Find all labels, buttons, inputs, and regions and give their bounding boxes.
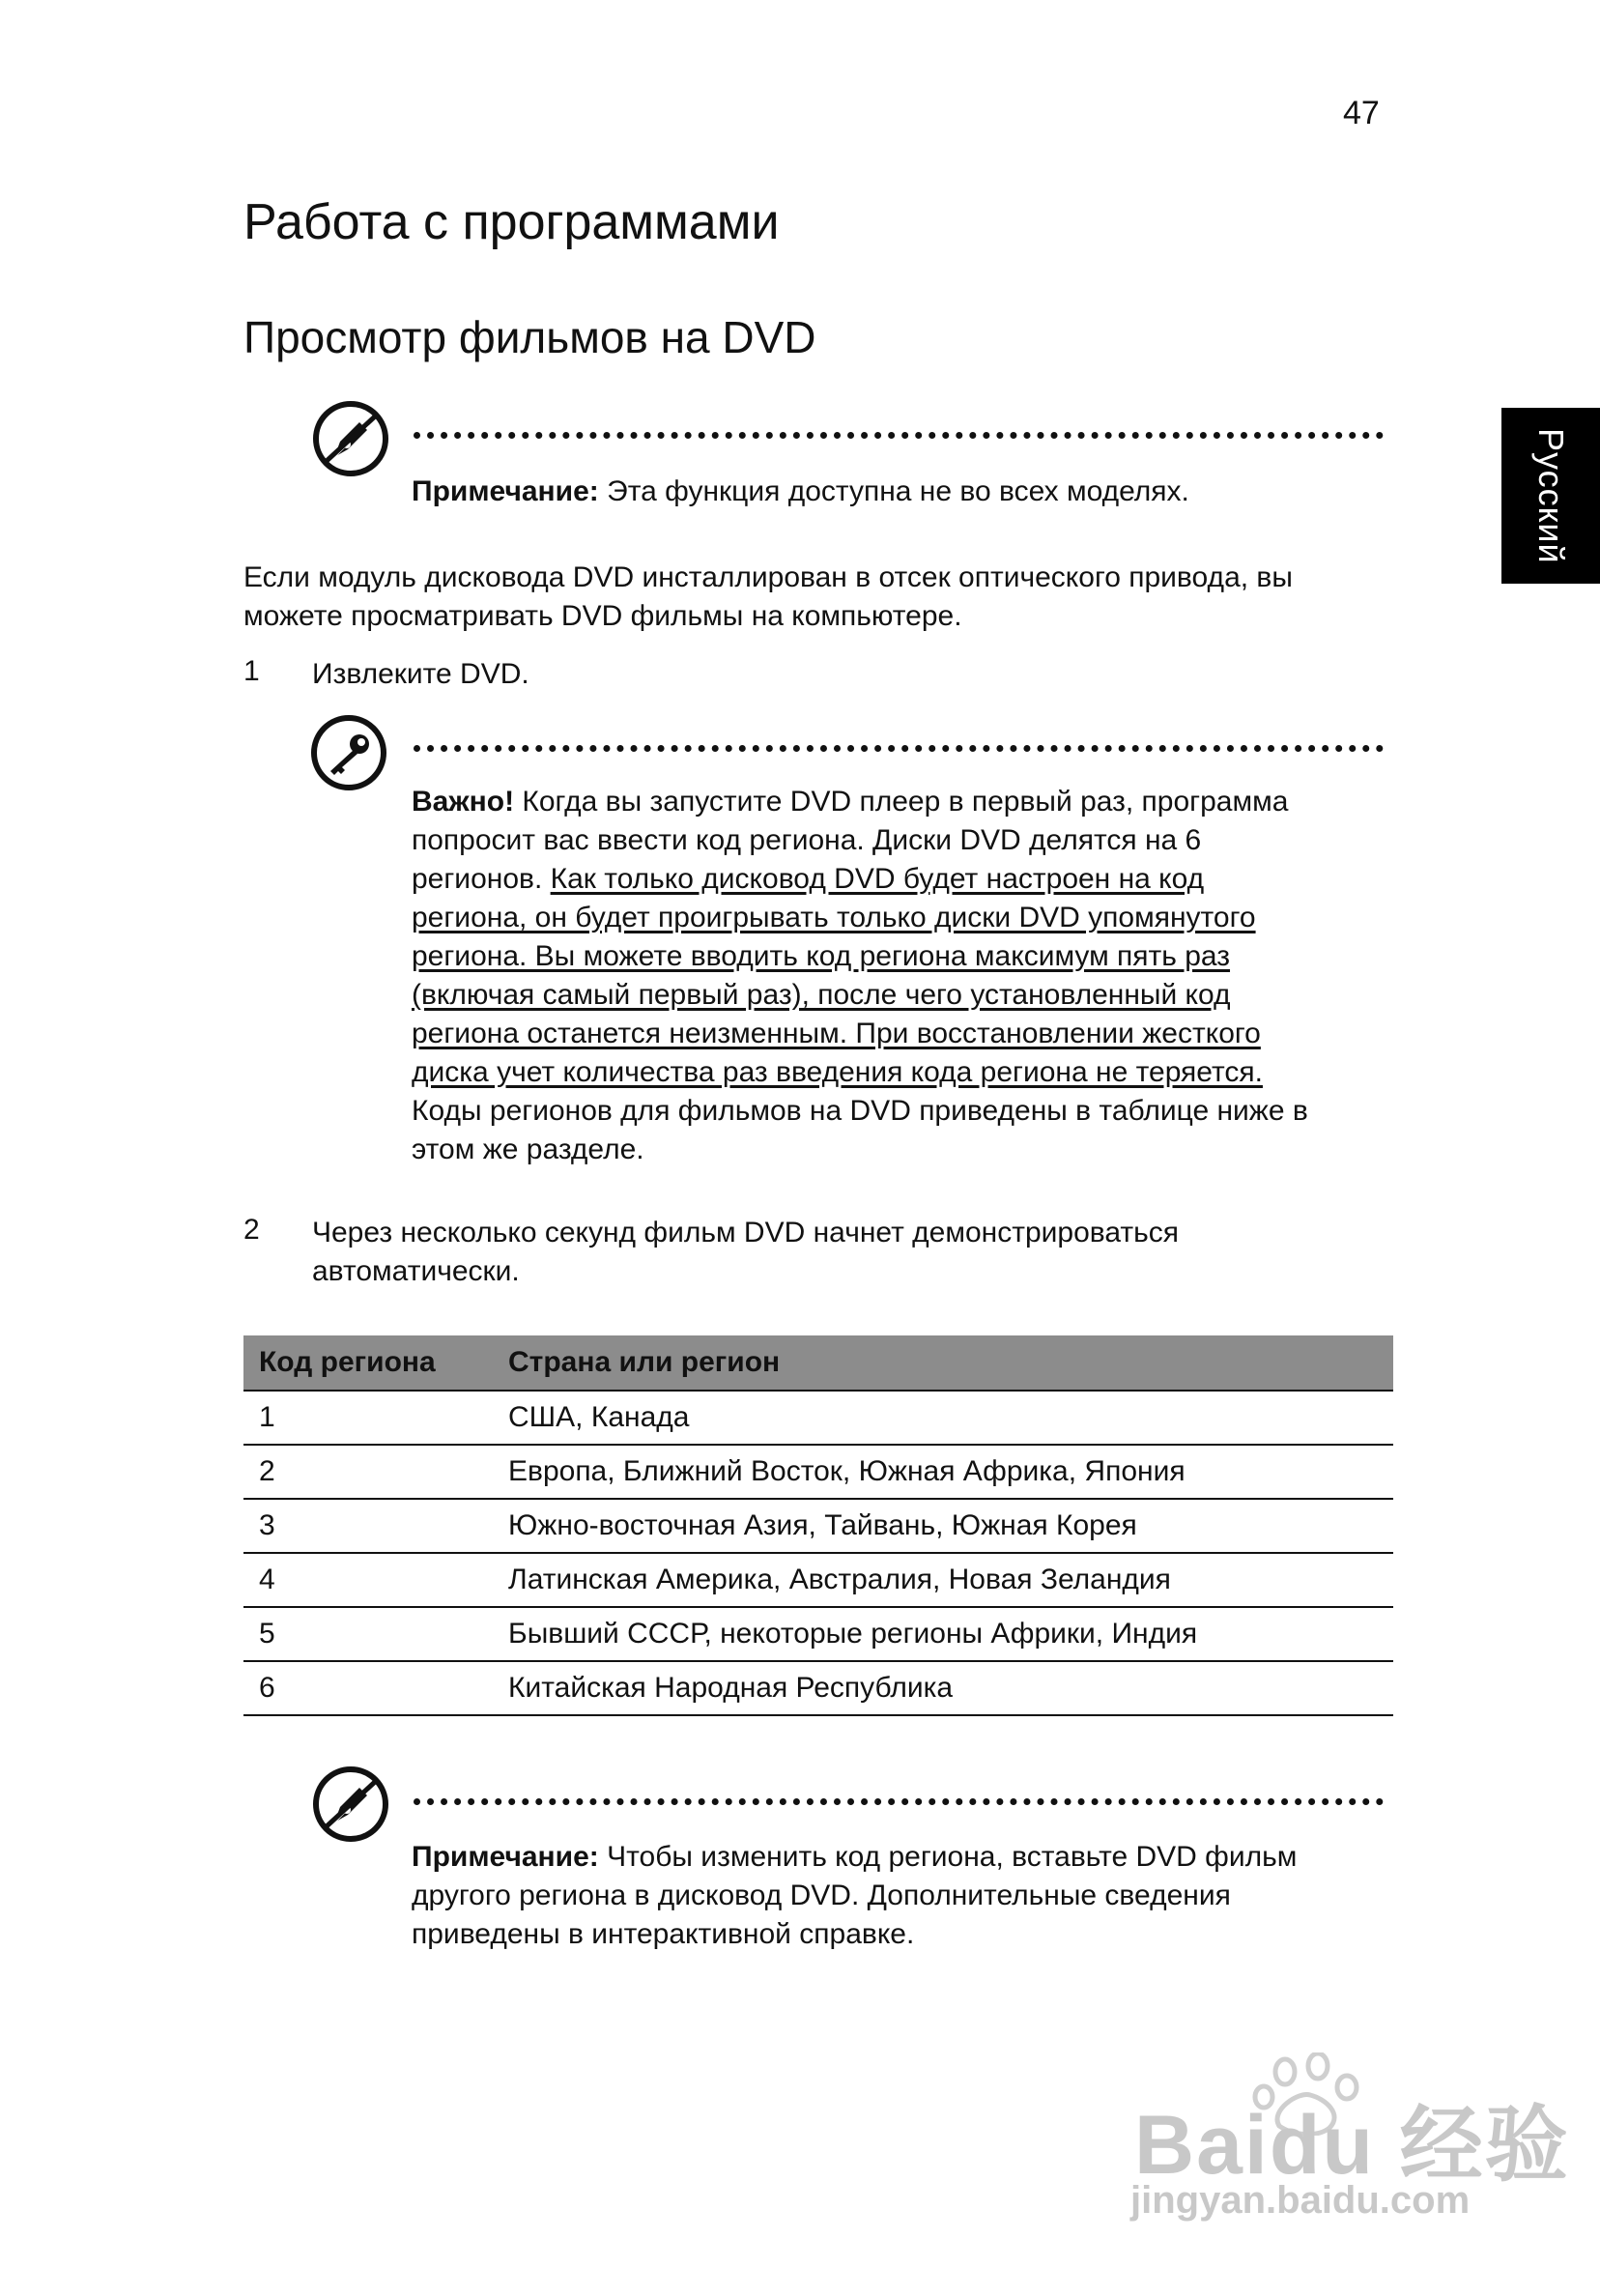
key-important-icon — [309, 713, 388, 792]
page-number: 47 — [1343, 95, 1380, 131]
pen-note-icon — [311, 1765, 390, 1844]
region-code-cell: 3 — [243, 1499, 493, 1553]
table-header-row — [243, 1335, 1393, 1391]
table-row — [243, 1499, 1393, 1553]
watermark-brand: Baidu 经验 — [1134, 2099, 1570, 2192]
region-code-cell: 4 — [243, 1553, 493, 1607]
note-divider — [414, 432, 1384, 439]
watermark-url: jingyan.baidu.com — [1130, 2179, 1471, 2222]
region-code-cell: 5 — [243, 1607, 493, 1661]
note-divider — [414, 1798, 1384, 1805]
region-name-cell: США, Канада — [493, 1391, 1393, 1445]
important-divider — [414, 745, 1384, 752]
note-text: Примечание: Чтобы изменить код региона, вставьте DVD фильм другого региона в дисковод DVD. Дополнительные сведения приведены в интерактивной справке. — [412, 1841, 1298, 1950]
note-text: Примечание: Эта функция доступна не во всех моделях. — [412, 475, 1189, 507]
step-text: Извлеките DVD. — [312, 658, 529, 690]
table-row — [243, 1391, 1393, 1445]
column-header: Код региона — [243, 1335, 493, 1391]
intro-paragraph: Если модуль дисковода DVD инсталлирован в отсек оптического привода, вы можете просматривать DVD фильмы на компьютере. — [243, 561, 1293, 632]
pen-note-icon — [311, 399, 390, 478]
region-code-cell: 6 — [243, 1661, 493, 1715]
column-header: Страна или регион — [493, 1335, 1393, 1391]
step-number: 2 — [243, 1214, 260, 1246]
step-text: Через несколько секунд фильм DVD начнет демонстрироваться автоматически. — [312, 1217, 1180, 1287]
section-title: Просмотр фильмов на DVD — [243, 312, 816, 362]
region-name-cell: Латинская Америка, Австралия, Новая Зеландия — [493, 1553, 1393, 1607]
region-name-cell: Южно-восточная Азия, Тайвань, Южная Корея — [493, 1499, 1393, 1553]
region-name-cell: Европа, Ближний Восток, Южная Африка, Япония — [493, 1445, 1393, 1499]
region-name-cell: Бывший СССР, некоторые регионы Африки, Индия — [493, 1607, 1393, 1661]
region-code-cell: 1 — [243, 1391, 493, 1445]
region-code-cell: 2 — [243, 1445, 493, 1499]
table-row — [243, 1607, 1393, 1661]
step-number: 1 — [243, 655, 260, 687]
page-title: Работа с программами — [243, 194, 780, 250]
language-tab-label: Русский — [1531, 427, 1571, 564]
language-tab — [1501, 408, 1600, 584]
table-row — [243, 1661, 1393, 1715]
region-code-table — [243, 1335, 1393, 1716]
region-name-cell: Китайская Народная Республика — [493, 1661, 1393, 1715]
important-text: Важно! Когда вы запустите DVD плеер в первый раз, программа попросит вас ввести код региона. Диски DVD делятся на 6 регионов. Как только дисковод DVD будет настроен на код региона, он будет проигрывать только диски DVD упомянутого региона. Вы можете вводить код региона максимум пять раз (включая самый первый раз), после чего установленный код региона останется неизменным. При восстановлении жесткого диска учет количества раз введения кода региона не теряется. Коды регионов для фильмов на DVD приведены в таблице ниже в этом же разделе. — [412, 786, 1308, 1165]
table-row — [243, 1445, 1393, 1499]
table-row — [243, 1553, 1393, 1607]
